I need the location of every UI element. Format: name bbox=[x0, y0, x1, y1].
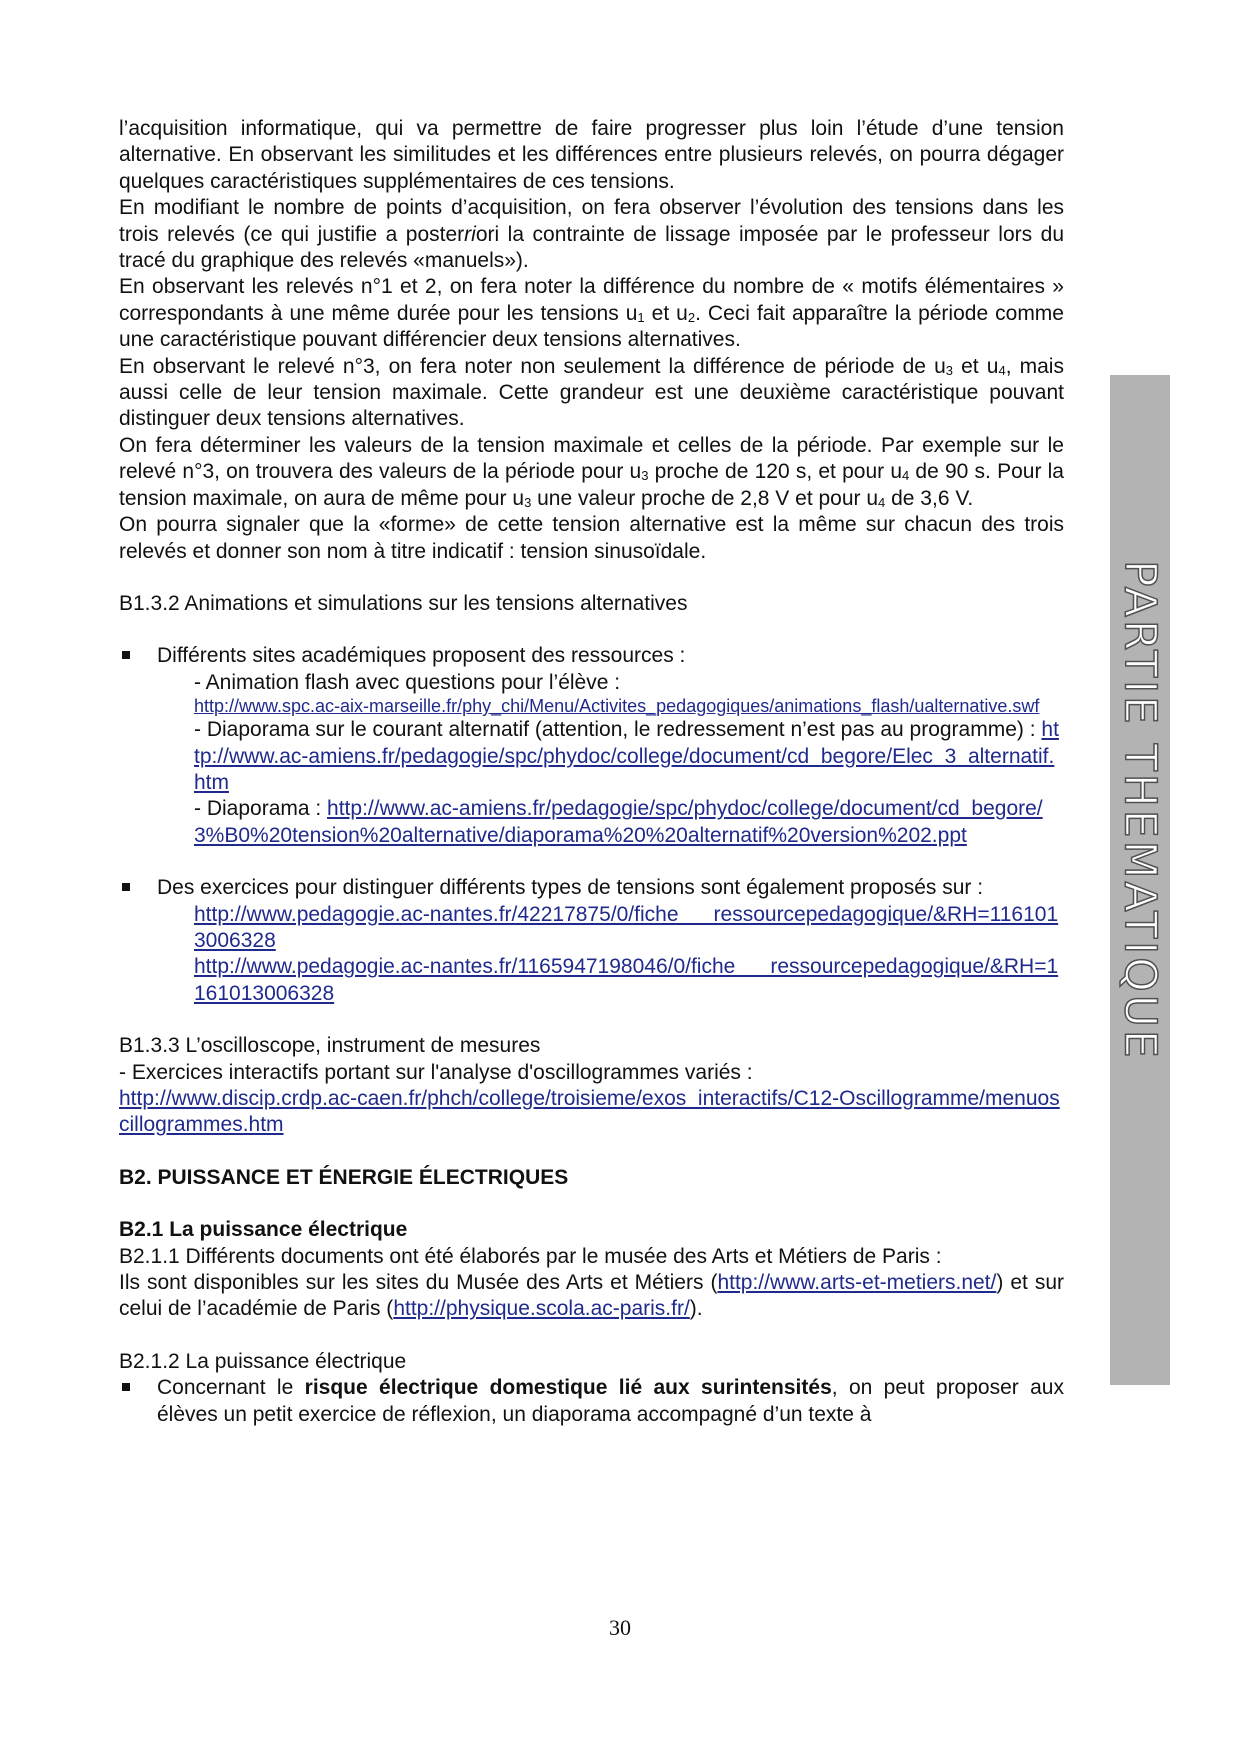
link[interactable]: http://www.pedagogie.ac-nantes.fr/1165947198046/0/fiche___ressourcepedagogique/&RH=1161013006328 bbox=[194, 955, 1059, 1005]
heading: B2. PUISSANCE ET ÉNERGIE ÉLECTRIQUES bbox=[119, 1165, 569, 1189]
bullet-icon bbox=[122, 1383, 130, 1391]
link[interactable]: http://www.ac-amiens.fr/pedagogie/spc/phydoc/college/document/cd_begore/Elec_3_alternatif.htm bbox=[194, 718, 1059, 794]
list-item: Différents sites académiques proposent des ressources : - Animation flash avec questions pour l’élève : http://www.spc.ac-aix-marseille.fr/phy_chi/Menu/Activites_pedagogiques/animations_flash/ualternative.swf - Diaporama sur le courant alternatif (attention, le redressement n’est pas au programme) : http://www.ac-amiens.fr/pedagogie/spc/phydoc/college/document/cd_begore/Elec_3_alternatif.htm - Diaporama : http://www.ac-amiens.fr/pedagogie/spc/phydoc/college/document/cd_begore/3%B0%20tension%20alternative/diaporama%20%20alternatif%20version%202.ppt bbox=[119, 643, 1064, 849]
section-title: B2.1.2 La puissance électrique bbox=[119, 1349, 407, 1373]
paragraph: l’acquisition informatique, qui va permettre de faire progresser plus loin l’étude d’une tension alternative. En observant les similitudes et les différences entre plusieurs relevés, on pourra dégager quelques caractéristiques supplémentaires de ces tensions. bbox=[119, 117, 1064, 193]
link[interactable]: http://www.arts-et-metiers.net/ bbox=[717, 1271, 997, 1295]
link[interactable]: http://physique.scola.ac-paris.fr/ bbox=[393, 1297, 690, 1321]
list-item: Concernant le risque électrique domestique lié aux surintensités, on peut proposer aux élèves un petit exercice de réflexion, un diaporama accompagné d’un texte à bbox=[119, 1375, 1064, 1428]
resource-label: - Animation flash avec questions pour l’élève : bbox=[194, 670, 621, 694]
paragraph: Ils sont disponibles sur les sites du Musée des Arts et Métiers (http://www.arts-et-metiers.net/) et sur celui de l’académie de Paris (http://physique.scola.ac-paris.fr/). bbox=[119, 1271, 1064, 1321]
bullet-icon bbox=[122, 651, 130, 659]
link[interactable]: http://www.spc.ac-aix-marseille.fr/phy_chi/Menu/Activites_pedagogiques/animations_flash/ualternative.swf bbox=[194, 696, 1040, 717]
section-title: B1.3.2 Animations et simulations sur les tensions alternatives bbox=[119, 591, 688, 615]
paragraph: En modifiant le nombre de points d’acquisition, on fera observer l’évolution des tensions dans les trois relevés (ce qui justifie a posterriori la contrainte de lissage imposée par le professeur lors du tracé du graphique des relevés «manuels»). bbox=[119, 196, 1065, 273]
document-body bbox=[119, 116, 1064, 1428]
paragraph: En observant le relevé n°3, on fera noter non seulement la différence de période de $u_3$ et $u_4$, mais aussi celle de leur tension maximale. Cette grandeur est une deuxième caractéristique pouvant distinguer deux tensions alternatives. bbox=[119, 354, 1064, 431]
list-item: Des exercices pour distinguer différents types de tensions sont également proposés sur : http://www.pedagogie.ac-nantes.fr/42217875/0/fiche___ressourcepedagogique/&RH=1161013006328 http://www.pedagogie.ac-nantes.fr/1165947198046/0/fiche___ressourcepedagogique/&RH=1161013006328 bbox=[119, 875, 1064, 1007]
link[interactable]: http://www.discip.crdp.ac-caen.fr/phch/college/troisieme/exos_interactifs/C12-Oscillogramme/menuoscillogrammes.htm bbox=[119, 1087, 1060, 1137]
section-title: B1.3.3 L’oscilloscope, instrument de mesures bbox=[119, 1034, 541, 1058]
page-number: 30 bbox=[609, 1615, 631, 1640]
subheading: B2.1 La puissance électrique bbox=[119, 1218, 408, 1242]
side-tab-label: PARTIE THEMATIQUE bbox=[1114, 560, 1166, 1061]
paragraph: - Exercices interactifs portant sur l'analyse d'oscillogrammes variés : bbox=[119, 1060, 753, 1084]
paragraph: B2.1.1 Différents documents ont été élaborés par le musée des Arts et Métiers de Paris : bbox=[119, 1244, 942, 1268]
bullet-icon bbox=[122, 883, 130, 891]
link[interactable]: http://www.pedagogie.ac-nantes.fr/42217875/0/fiche___ressourcepedagogique/&RH=1161013006328 bbox=[194, 902, 1059, 952]
paragraph: En observant les relevés n°1 et 2, on fera noter la différence du nombre de « motifs élémentaires » correspondants à une même durée pour les tensions $u_1$ et $u_2$. Ceci fait apparaître la période comme une caractéristique pouvant différencier deux tensions alternatives. bbox=[119, 275, 1064, 352]
paragraph: On pourra signaler que la «forme» de cette tension alternative est la même sur chacun des trois relevés et donner son nom à titre indicatif : tension sinusoïdale. bbox=[119, 513, 1064, 563]
link[interactable]: http://www.ac-amiens.fr/pedagogie/spc/phydoc/college/document/cd_begore/3%B0%20tension%20alternative/diaporama%20%20alternatif%20version%202.ppt bbox=[194, 797, 1043, 847]
paragraph: On fera déterminer les valeurs de la tension maximale et celles de la période. Par exemple sur le relevé n°3, on trouvera des valeurs de la période pour $u_3$ proche de 120 s, et pour $u_4$ de 90 s. Pour la tension maximale, on aura de même pour $u_3$ une valeur proche de 2,8 V et pour $u_4$ de 3,6 V. bbox=[119, 433, 1064, 510]
side-tab bbox=[1110, 375, 1170, 1385]
